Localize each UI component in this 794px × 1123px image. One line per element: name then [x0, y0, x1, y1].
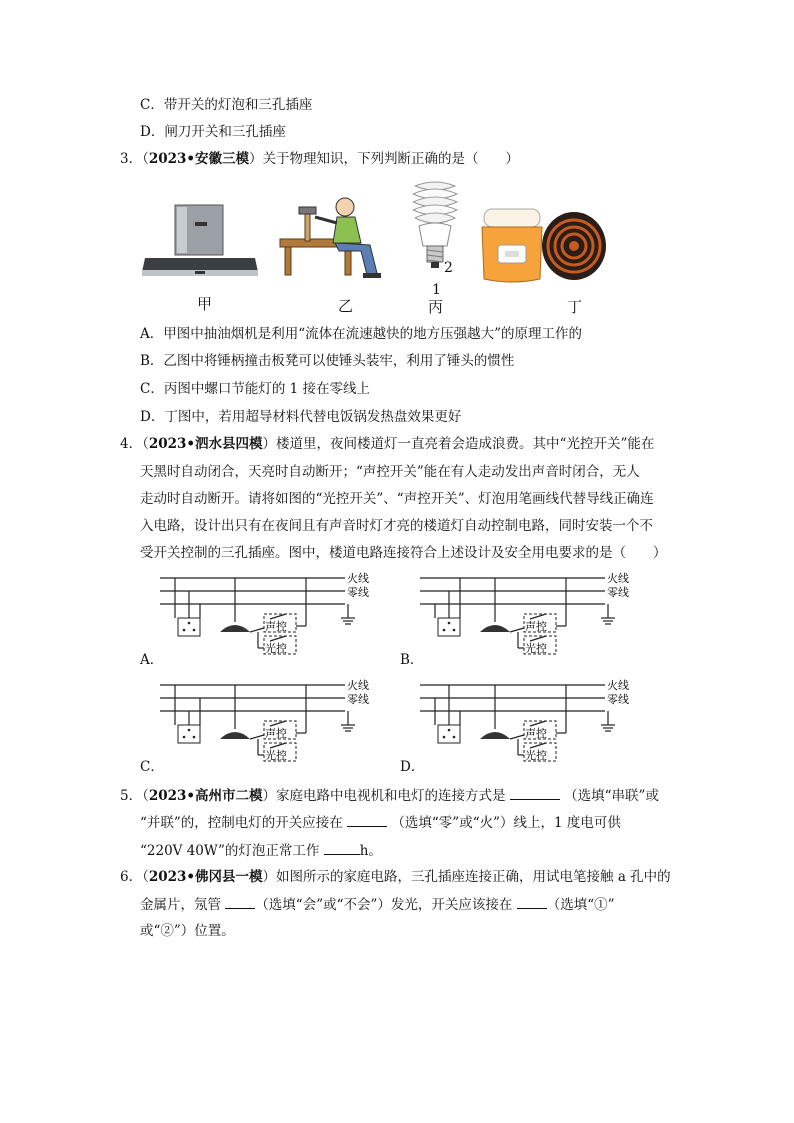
live-wire-label: 火线 [607, 572, 629, 585]
live-wire-label: 火线 [347, 572, 369, 585]
three-pin-socket [178, 618, 200, 636]
q5-line-1: 5．（2023•高州市二模）家庭电路中电视机和电灯的连接方式是 （选填“串联”或 [120, 785, 659, 806]
q4-option-a: A． [140, 652, 164, 668]
neutral-wire-label: 零线 [347, 586, 369, 599]
heating-plate-image [540, 208, 608, 284]
hammer-bench-image [275, 193, 390, 283]
q3-option-a: A．甲图中抽油烟机是利用“流体在流速越快的地方压强越大”的原理工作的 [140, 326, 583, 342]
three-pin-socket [178, 725, 200, 743]
sound-switch-label: 声控 [265, 620, 287, 633]
q3-stem: 3．（2023•安徽三模）关于物理知识，下列判断正确的是（ ） [120, 151, 520, 167]
energy-saving-bulb-image [405, 180, 465, 285]
circuit-diagram-c [140, 677, 390, 777]
light-switch-label: 光控 [525, 749, 547, 762]
q3-option-b: B．乙图中将锤柄撞击板凳可以使锤头装牢，利用了锤头的惯性 [140, 353, 515, 369]
lamp-icon [220, 625, 250, 632]
q4-line-5: 受开关控制的三孔插座。图中，楼道电路连接符合上述设计及安全用电要求的是（ ） [140, 545, 667, 561]
circuit-diagram-a [140, 570, 390, 670]
q5-line-3: “220V 40W”的灯泡正常工作 h。 [140, 840, 382, 861]
q4-line-4: 入电路，设计出只有在夜间且有声音时灯才亮的楼道灯自动控制电路，同时安装一个不 [140, 518, 653, 534]
caption-yi: 乙 [338, 297, 354, 315]
live-wire-label: 火线 [607, 679, 629, 692]
q6-line-3: 或“②”）位置。 [140, 923, 235, 939]
bulb-label-1: 1 [432, 282, 441, 298]
q6-source: 2023•佛冈县一模 [148, 869, 263, 885]
caption-jia: 甲 [197, 295, 213, 313]
neutral-wire-label: 零线 [607, 586, 629, 599]
neutral-wire-label: 零线 [607, 693, 629, 706]
caption-bing: 丙 [428, 298, 444, 316]
q4-line-2: 天黑时自动闭合，天亮时自动断开；“声控开关”能在有人走动发出声音时闭合，无人 [140, 464, 640, 480]
range-hood-image [140, 200, 260, 280]
q4-line-3: 走动时自动断开。请将如图的“光控开关”、“声控开关”、灯泡用笔画线代替导线正确连 [140, 491, 654, 507]
q6-line-1: 6．（2023•佛冈县一模）如图所示的家庭电路，三孔插座连接正确，用试电笔接触 a 孔中的 [120, 869, 671, 885]
q3-option-c: C．丙图中螺口节能灯的 1 接在零线上 [140, 381, 371, 397]
q2-option-c: C．带开关的灯泡和三孔插座 [140, 97, 313, 113]
light-switch-label: 光控 [265, 749, 287, 762]
neutral-wire-label: 零线 [347, 693, 369, 706]
circuit-diagram-d [400, 677, 650, 777]
three-pin-socket [438, 725, 460, 743]
bulb-label-2: 2 [444, 260, 453, 276]
sound-switch-label: 声控 [525, 727, 547, 740]
q3-source: 2023•安徽三模 [148, 151, 250, 167]
q5-blank-3[interactable] [324, 840, 360, 855]
rice-cooker-image [478, 205, 546, 285]
light-switch-label: 光控 [265, 642, 287, 655]
light-switch-label: 光控 [525, 642, 547, 655]
q2-option-d: D．闸刀开关和三孔插座 [140, 124, 286, 140]
q5-blank-1[interactable] [510, 785, 560, 800]
lamp-icon [480, 625, 510, 632]
sound-switch-label: 声控 [525, 620, 547, 633]
lamp-icon [480, 732, 510, 739]
q5-line-2: “并联”的，控制电灯的开关应接在 （选填“零”或“火”）线上，1 度电可供 [140, 812, 621, 833]
q6-blank-1[interactable] [225, 894, 255, 909]
q4-line-1: 4．（2023•泗水县四模）楼道里，夜间楼道灯一直亮着会造成浪费。其中“光控开关”能在 [120, 436, 655, 452]
q4-option-d: D． [400, 759, 425, 775]
q5-source: 2023•高州市二模 [148, 788, 263, 804]
caption-ding: 丁 [567, 298, 583, 316]
q6-blank-2[interactable] [517, 894, 547, 909]
q4-source: 2023•泗水县四模 [148, 436, 263, 452]
circuit-diagram-b [400, 570, 650, 670]
three-pin-socket [438, 618, 460, 636]
q4-option-b: B． [400, 652, 424, 668]
live-wire-label: 火线 [347, 679, 369, 692]
q4-option-c: C． [140, 759, 164, 775]
q5-blank-2[interactable] [347, 812, 387, 827]
q6-line-2: 金属片，氖管 （选填“会”或“不会”）发光，开关应该接在 （选填“①” [140, 894, 615, 915]
sound-switch-label: 声控 [265, 727, 287, 740]
q3-option-d: D．丁图中，若用超导材料代替电饭锅发热盘效果更好 [140, 409, 462, 425]
lamp-icon [220, 732, 250, 739]
